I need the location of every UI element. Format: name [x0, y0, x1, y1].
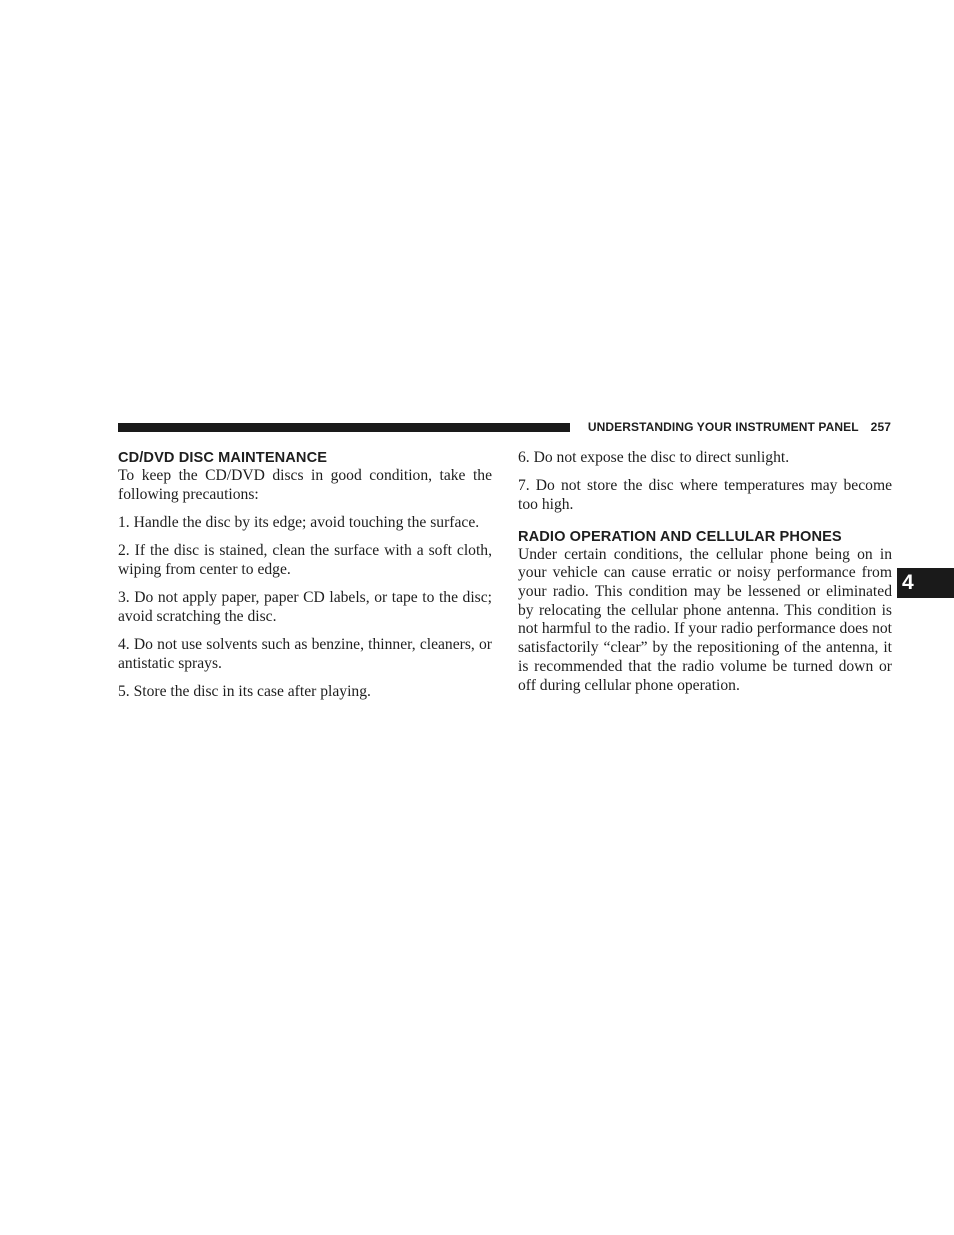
list-item: 7. Do not store the disc where temperatures may become too high. — [518, 477, 892, 513]
section-tab: 4 — [897, 568, 954, 598]
left-column — [118, 448, 492, 711]
cd-dvd-heading: CD/DVD DISC MAINTENANCE — [118, 450, 328, 466]
right-column — [518, 448, 892, 705]
intro-paragraph: To keep the CD/DVD discs in good condition, take the following precautions: — [118, 467, 492, 503]
list-item: 4. Do not use solvents such as benzine, thinner, cleaners, or antistatic sprays. — [118, 635, 492, 672]
header-rule — [118, 423, 570, 432]
radio-heading: RADIO OPERATION AND CELLULAR PHONES — [518, 528, 842, 545]
list-item: 6. Do not expose the disc to direct sunlight. — [518, 449, 790, 466]
list-item: 1. Handle the disc by its edge; avoid touching the surface. — [118, 513, 480, 531]
page-header — [579, 420, 891, 436]
radio-paragraph: Under certain conditions, the cellular phone being on in your vehicle can cause erratic or noisy performance from your radio. This condition may be lessened or eliminated by relocating the cellular phone antenna. This condition is not harmful to the radio. If your radio performance does not satisfactorily “clear” by the repositioning of the antenna, it is recommended that the radio volume be turned down or off during cellular phone operation. — [518, 545, 892, 694]
list-item: 5. Store the disc in its case after playing. — [118, 682, 371, 700]
section-title: UNDERSTANDING YOUR INSTRUMENT PANEL — [587, 420, 859, 434]
page-number: 257 — [870, 420, 891, 434]
list-item: 3. Do not apply paper, paper CD labels, or tape to the disc; avoid scratching the disc. — [118, 589, 492, 625]
list-item: 2. If the disc is stained, clean the surface with a soft cloth, wiping from center to edge. — [118, 542, 492, 578]
